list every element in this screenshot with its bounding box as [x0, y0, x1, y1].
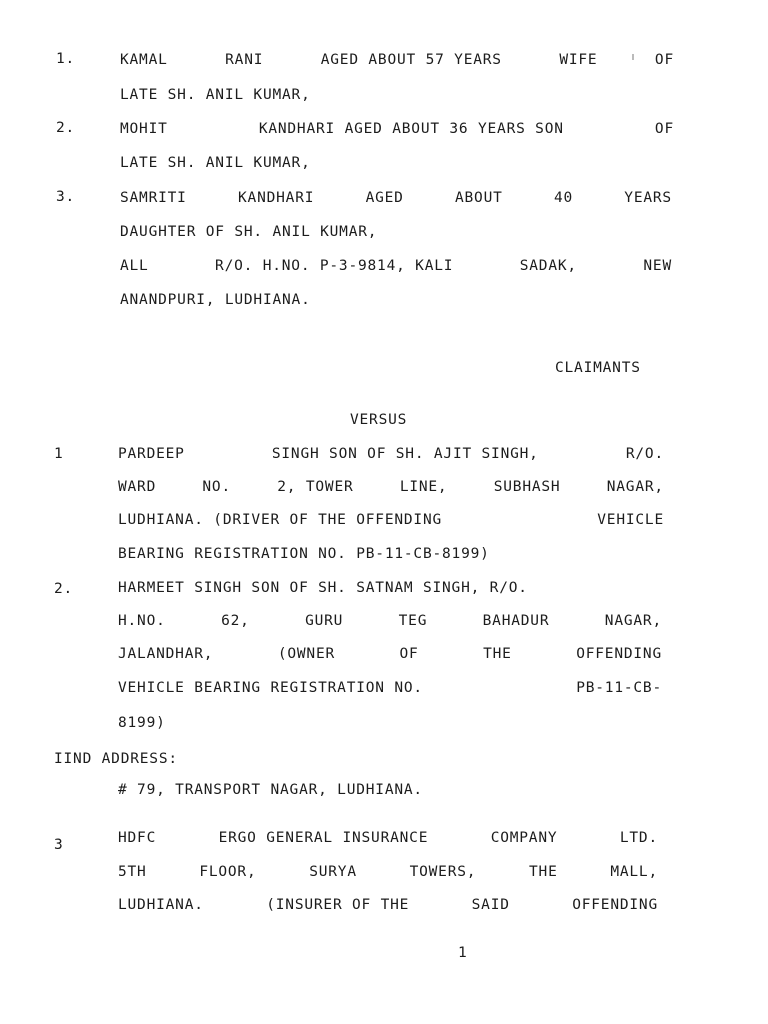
respondent-2-line-2	[118, 612, 662, 630]
respondent-1-line-1	[118, 445, 664, 463]
word: OF	[399, 646, 419, 662]
word: WARD	[118, 479, 157, 495]
word: MOHIT	[120, 121, 168, 137]
word: YEARS	[624, 190, 672, 206]
claimant-3-line-2: DAUGHTER OF SH. ANIL KUMAR,	[120, 224, 378, 240]
word: SUBHASH	[493, 479, 561, 495]
word: MALL,	[610, 864, 658, 880]
word: BAHADUR	[482, 613, 550, 629]
word: SADAK,	[519, 258, 577, 274]
word: VEHICLE	[597, 512, 664, 528]
claimant-2-line-2: LATE SH. ANIL KUMAR,	[120, 155, 311, 171]
word: 5TH	[118, 864, 147, 880]
word: VEHICLE BEARING REGISTRATION NO.	[118, 680, 423, 696]
claimant-3-number: 3.	[56, 189, 76, 205]
respondent-3-line-3	[118, 896, 658, 914]
claimants-address-line-1	[120, 257, 672, 275]
word: RANI	[225, 52, 264, 68]
word: GURU	[305, 613, 344, 629]
word: LUDHIANA.	[118, 897, 204, 913]
word: NAGAR,	[606, 479, 664, 495]
respondent-1-number: 1	[54, 446, 64, 462]
respondent-3-line-2	[118, 863, 658, 881]
word: NAGAR,	[604, 613, 662, 629]
word: NO.	[202, 479, 231, 495]
word: NEW	[643, 258, 672, 274]
respondent-3-number: 3	[54, 837, 64, 853]
word: 40	[553, 190, 573, 206]
respondent-3-line-1	[118, 829, 658, 847]
word: LINE,	[399, 479, 448, 495]
claimant-1-line-2: LATE SH. ANIL KUMAR,	[120, 87, 311, 103]
word: 62,	[221, 613, 250, 629]
respondent-2-number: 2.	[54, 581, 74, 597]
respondent-2-line-1: HARMEET SINGH SON OF SH. SATNAM SINGH, R/O.	[118, 580, 528, 596]
second-address-label: IIND ADDRESS:	[54, 751, 178, 767]
word: HDFC	[118, 830, 157, 846]
word: THE	[529, 864, 558, 880]
word: WIFE	[559, 52, 598, 68]
claimant-1-number: 1.	[56, 51, 76, 67]
word: PARDEEP	[118, 446, 185, 462]
claimants-label: CLAIMANTS	[555, 360, 641, 376]
word: ALL	[120, 258, 149, 274]
respondent-1-line-3	[118, 511, 664, 529]
word: TOWERS,	[409, 864, 477, 880]
word: SURYA	[309, 864, 357, 880]
claimant-2-line-1	[120, 120, 674, 138]
word: 2, TOWER	[277, 479, 354, 495]
word: JALANDHAR,	[118, 646, 214, 662]
word: LTD.	[619, 830, 658, 846]
respondent-1-line-4: BEARING REGISTRATION NO. PB-11-CB-8199)	[118, 546, 490, 562]
word: (OWNER	[277, 646, 336, 662]
word: ABOUT	[454, 190, 503, 206]
word: SAMRITI	[120, 190, 187, 206]
word: R/O. H.NO. P-3-9814, KALI	[215, 258, 454, 274]
word: ERGO GENERAL INSURANCE	[218, 830, 429, 846]
claimant-2-number: 2.	[56, 120, 76, 136]
word: OF	[654, 52, 674, 68]
word: KAMAL	[120, 52, 168, 68]
word: OF	[654, 121, 674, 137]
word: PB-11-CB-	[576, 680, 662, 696]
word: KANDHARI AGED ABOUT 36 YEARS SON	[258, 121, 564, 137]
word: SINGH SON OF SH. AJIT SINGH,	[271, 446, 539, 462]
word: (INSURER OF THE	[266, 897, 410, 913]
scan-speck	[632, 54, 634, 60]
word: AGED ABOUT 57 YEARS	[320, 52, 502, 68]
word: TEG	[398, 613, 428, 629]
word: THE	[483, 646, 512, 662]
word: LUDHIANA. (DRIVER OF THE OFFENDING	[118, 512, 443, 528]
respondent-2-line-5: 8199)	[118, 715, 166, 731]
word: AGED	[365, 190, 404, 206]
word: SAID	[471, 897, 510, 913]
word: R/O.	[625, 446, 664, 462]
second-address-text: # 79, TRANSPORT NAGAR, LUDHIANA.	[118, 782, 423, 798]
respondent-1-line-2	[118, 478, 664, 496]
claimant-1-line-1	[120, 51, 674, 69]
word: COMPANY	[490, 830, 558, 846]
word: OFFENDING	[572, 897, 658, 913]
versus-label: VERSUS	[350, 412, 408, 428]
respondent-2-line-3	[118, 645, 662, 663]
claimants-address-line-2: ANANDPURI, LUDHIANA.	[120, 292, 311, 308]
respondent-2-line-4	[118, 679, 662, 697]
word: H.NO.	[118, 613, 166, 629]
word: OFFENDING	[576, 646, 662, 662]
claimant-3-line-1	[120, 189, 672, 207]
word: KANDHARI	[238, 190, 315, 206]
page-number: 1	[458, 945, 468, 961]
word: FLOOR,	[199, 864, 257, 880]
